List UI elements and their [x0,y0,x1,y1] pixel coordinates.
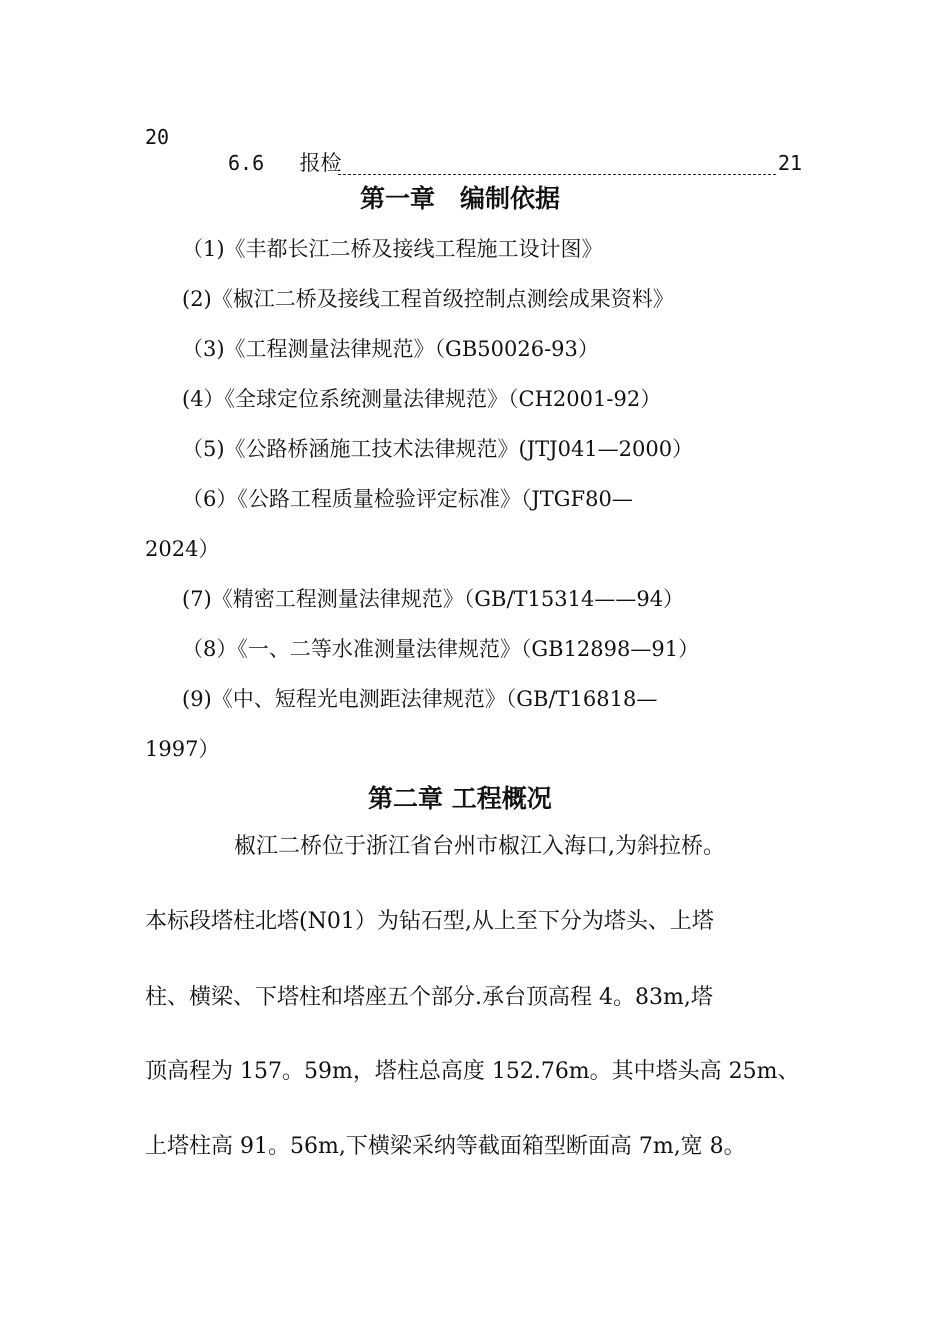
chapter-1-heading: 第一章 编制依据 [360,184,561,213]
reference-item-9: (9)《中、短程光电测距法律规范》（GB/T16818— [182,687,658,711]
reference-item-2: (2)《椒江二桥及接线工程首级控制点测绘成果资料》 [182,287,674,311]
overview-paragraph-line-5: 上塔柱高 91。56m,下横梁采纳等截面箱型断面高 7m,宽 8。 [145,1134,746,1159]
reference-item-7: (7)《精密工程测量法律规范》（GB/T15314——94） [182,587,685,611]
reference-item-6: （6）《公路工程质量检验评定标准》（JTGF80— [182,487,633,511]
toc-item-label: 报检 [299,151,342,175]
reference-item-9-continued: 1997） [145,737,220,761]
overview-paragraph-line-1: 椒江二桥位于浙江省台州市椒江入海口,为斜拉桥。 [234,834,725,859]
toc-prev-page-number: 20 [145,125,170,149]
overview-paragraph-line-4: 顶高程为 157。59m，塔柱总高度 152.76m。其中塔头高 25m、 [145,1059,800,1084]
toc-leader-dots [338,174,776,175]
overview-paragraph-line-2: 本标段塔柱北塔(N01）为钻石型,从上至下分为塔头、上塔 [145,909,714,934]
reference-item-8: （8）《一、二等水准测量法律规范》（GB12898—91） [182,637,700,661]
chapter-2-heading: 第二章 工程概况 [368,784,552,813]
reference-item-4: (4）《全球定位系统测量法律规范》（CH2001-92） [182,387,662,411]
toc-item-page-number: 21 [778,151,803,175]
reference-item-1: （1)《丰都长江二桥及接线工程施工设计图》 [182,237,603,261]
reference-item-6-continued: 2024） [145,537,220,561]
overview-paragraph-line-3: 柱、横梁、下塔柱和塔座五个部分.承台顶高程 4。83m,塔 [145,985,713,1010]
toc-item-number: 6.6 [228,151,265,175]
reference-item-5: （5)《公路桥涵施工技术法律规范》(JTJ041—2000） [182,437,694,461]
reference-item-3: （3)《工程测量法律规范》（GB50026-93） [182,337,599,361]
toc-entry[interactable] [228,148,342,178]
